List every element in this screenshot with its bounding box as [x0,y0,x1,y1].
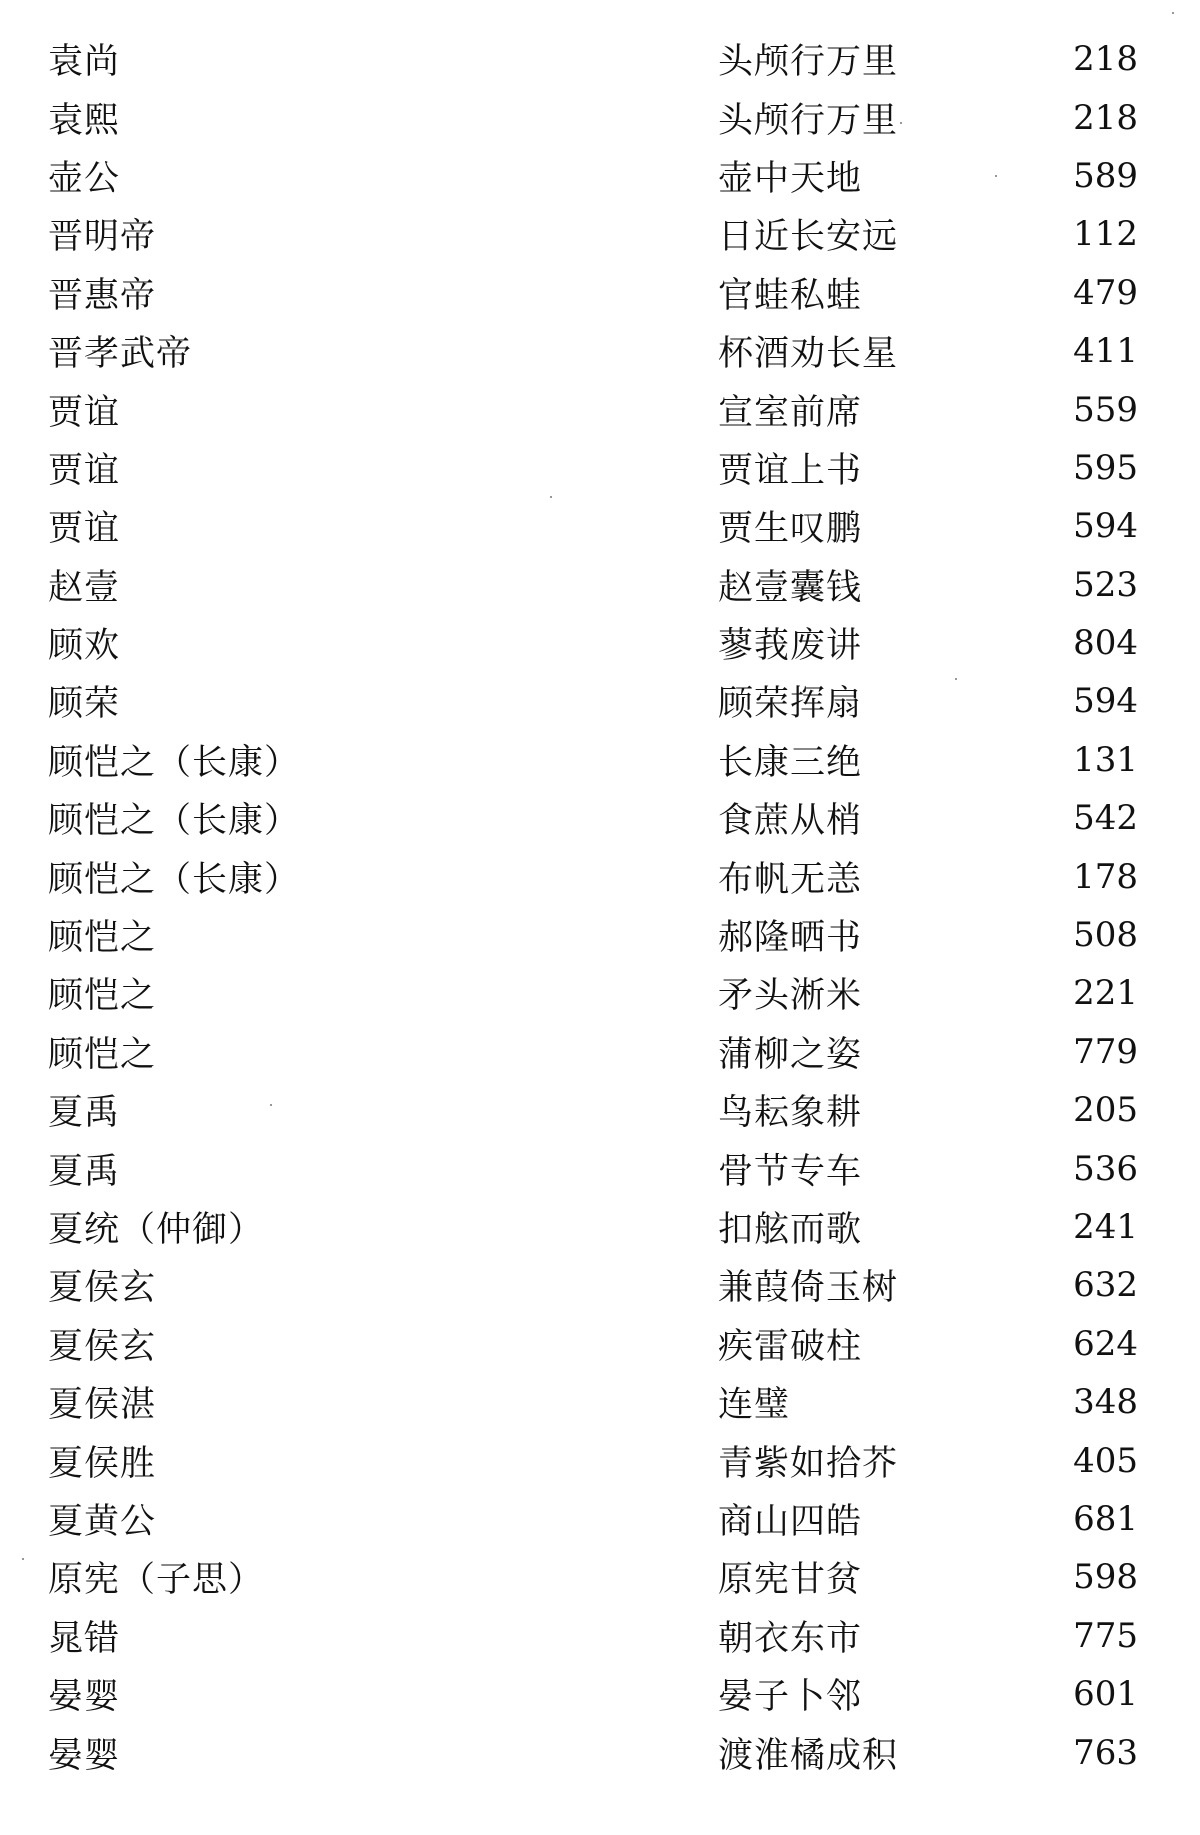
index-row [48,614,1138,672]
entry-title: 连璧 [718,1385,791,1426]
page-number: 405 [1073,1440,1138,1481]
entry-title: 郝隆晒书 [718,918,863,959]
entry-title: 贾谊上书 [718,450,863,491]
page-number: 411 [1073,331,1138,372]
entry-title: 蓼莪废讲 [718,626,863,667]
page-number: 589 [1073,155,1138,196]
entry-title: 杯酒劝长星 [718,334,899,375]
entry-title: 食蔗从梢 [718,801,863,842]
entry-title: 官蛙私蛙 [718,275,863,316]
entry-title: 头颅行万里 [718,42,899,83]
index-row [48,1723,1138,1781]
scan-speck [1172,12,1174,14]
index-row [48,1548,1138,1606]
page-number: 131 [1073,739,1138,780]
index-row [48,88,1138,146]
person-name: 顾恺之 [48,976,157,1017]
index-row [48,264,1138,322]
index-row [48,1431,1138,1489]
person-name: 晏婴 [48,1735,121,1776]
entry-title: 原宪甘贫 [718,1560,863,1601]
entry-title: 头颅行万里 [718,100,899,141]
page-number: 218 [1073,39,1138,80]
page-number: 205 [1073,1090,1138,1131]
person-name: 原宪（子思） [48,1560,265,1601]
index-row [48,906,1138,964]
index-row [48,30,1138,88]
index-row [48,847,1138,905]
person-name: 夏侯玄 [48,1326,157,1367]
index-row [48,497,1138,555]
index-row [48,789,1138,847]
index-row [48,1081,1138,1139]
index-row [48,1256,1138,1314]
entry-title: 朝衣东市 [718,1618,863,1659]
index-row [48,731,1138,789]
person-name: 壶公 [48,158,121,199]
entry-title: 宣室前席 [718,392,863,433]
person-name: 晋惠帝 [48,275,157,316]
index-row [48,1665,1138,1723]
page-number: 559 [1073,389,1138,430]
page-number: 523 [1073,564,1138,605]
index-row [48,672,1138,730]
index-row [48,205,1138,263]
entry-title: 扣舷而歌 [718,1210,863,1250]
person-name: 夏黄公 [48,1501,157,1542]
person-name: 顾恺之（长康） [48,742,301,783]
person-name: 顾恺之（长康） [48,859,301,900]
index-row [48,147,1138,205]
person-name: 贾谊 [48,509,121,550]
entry-title: 长康三绝 [718,742,863,783]
entry-title: 青紫如拾芥 [718,1443,899,1484]
scan-speck [995,175,997,177]
page-number: 348 [1073,1382,1138,1423]
person-name: 顾恺之 [48,1034,157,1075]
person-name: 袁尚 [48,42,121,83]
person-name: 晏婴 [48,1677,121,1718]
entry-title: 渡淮橘成积 [718,1735,899,1776]
entry-title: 布帆无恙 [718,859,863,900]
entry-title: 壶中天地 [718,158,863,199]
entry-title: 蒲柳之姿 [718,1034,863,1075]
entry-title: 赵壹囊钱 [718,567,863,608]
page-number: 594 [1073,506,1138,547]
page-number: 594 [1073,681,1138,722]
scan-speck [900,122,902,124]
page-number: 775 [1073,1615,1138,1656]
entry-title: 晏子卜邻 [718,1677,863,1718]
page-number: 536 [1073,1148,1138,1189]
person-name: 夏侯胜 [48,1443,157,1484]
page-number: 508 [1073,915,1138,956]
person-name: 晋明帝 [48,217,157,258]
person-name: 晁错 [48,1618,121,1659]
person-name: 贾谊 [48,392,121,433]
index-row [48,1198,1138,1256]
person-name: 顾恺之 [48,918,157,959]
page-number: 542 [1073,798,1138,839]
index-table [48,30,1138,1782]
page-number: 779 [1073,1031,1138,1072]
index-row [48,1139,1138,1197]
index-row [48,322,1138,380]
person-name: 顾恺之（长康） [48,801,301,842]
person-name: 夏侯湛 [48,1385,157,1426]
person-name: 夏统（仲御） [48,1210,265,1250]
person-name: 顾荣 [48,684,121,725]
person-name: 赵壹 [48,567,121,608]
index-row [48,380,1138,438]
scan-speck [955,678,957,680]
index-row [48,1315,1138,1373]
entry-title: 矛头淅米 [718,976,863,1017]
page-number: 601 [1073,1674,1138,1715]
person-name: 夏禹 [48,1151,121,1192]
entry-title: 日近长安远 [718,217,899,258]
person-name: 顾欢 [48,626,121,667]
page-number: 218 [1073,97,1138,138]
page-number: 598 [1073,1557,1138,1598]
person-name: 袁熙 [48,100,121,141]
page-number: 763 [1073,1732,1138,1773]
page-number: 112 [1073,214,1138,255]
page-number: 178 [1073,856,1138,897]
scan-speck [22,1558,24,1560]
entry-title: 商山四皓 [718,1501,863,1542]
entry-title: 鸟耘象耕 [718,1093,863,1134]
page-number: 595 [1073,447,1138,488]
person-name: 晋孝武帝 [48,334,193,375]
index-row [48,1373,1138,1431]
scan-speck [270,1104,272,1106]
index-row [48,1607,1138,1665]
entry-title: 兼葭倚玉树 [718,1268,899,1309]
person-name: 夏禹 [48,1093,121,1134]
index-row [48,1490,1138,1548]
page-number: 632 [1073,1265,1138,1306]
index-row [48,1023,1138,1081]
entry-title: 疾雷破柱 [718,1326,863,1367]
scan-speck [550,496,552,498]
index-row [48,964,1138,1022]
person-name: 贾谊 [48,450,121,491]
entry-title: 贾生叹鹏 [718,509,863,550]
page-number: 681 [1073,1498,1138,1539]
entry-title: 骨节专车 [718,1151,863,1192]
index-row [48,556,1138,614]
page-number: 624 [1073,1323,1138,1364]
person-name: 夏侯玄 [48,1268,157,1309]
page-number: 479 [1073,272,1138,313]
index-row [48,439,1138,497]
page-number: 221 [1073,973,1138,1014]
page-number: 804 [1073,623,1138,664]
page-number: 241 [1073,1207,1138,1247]
entry-title: 顾荣挥扇 [718,684,863,725]
